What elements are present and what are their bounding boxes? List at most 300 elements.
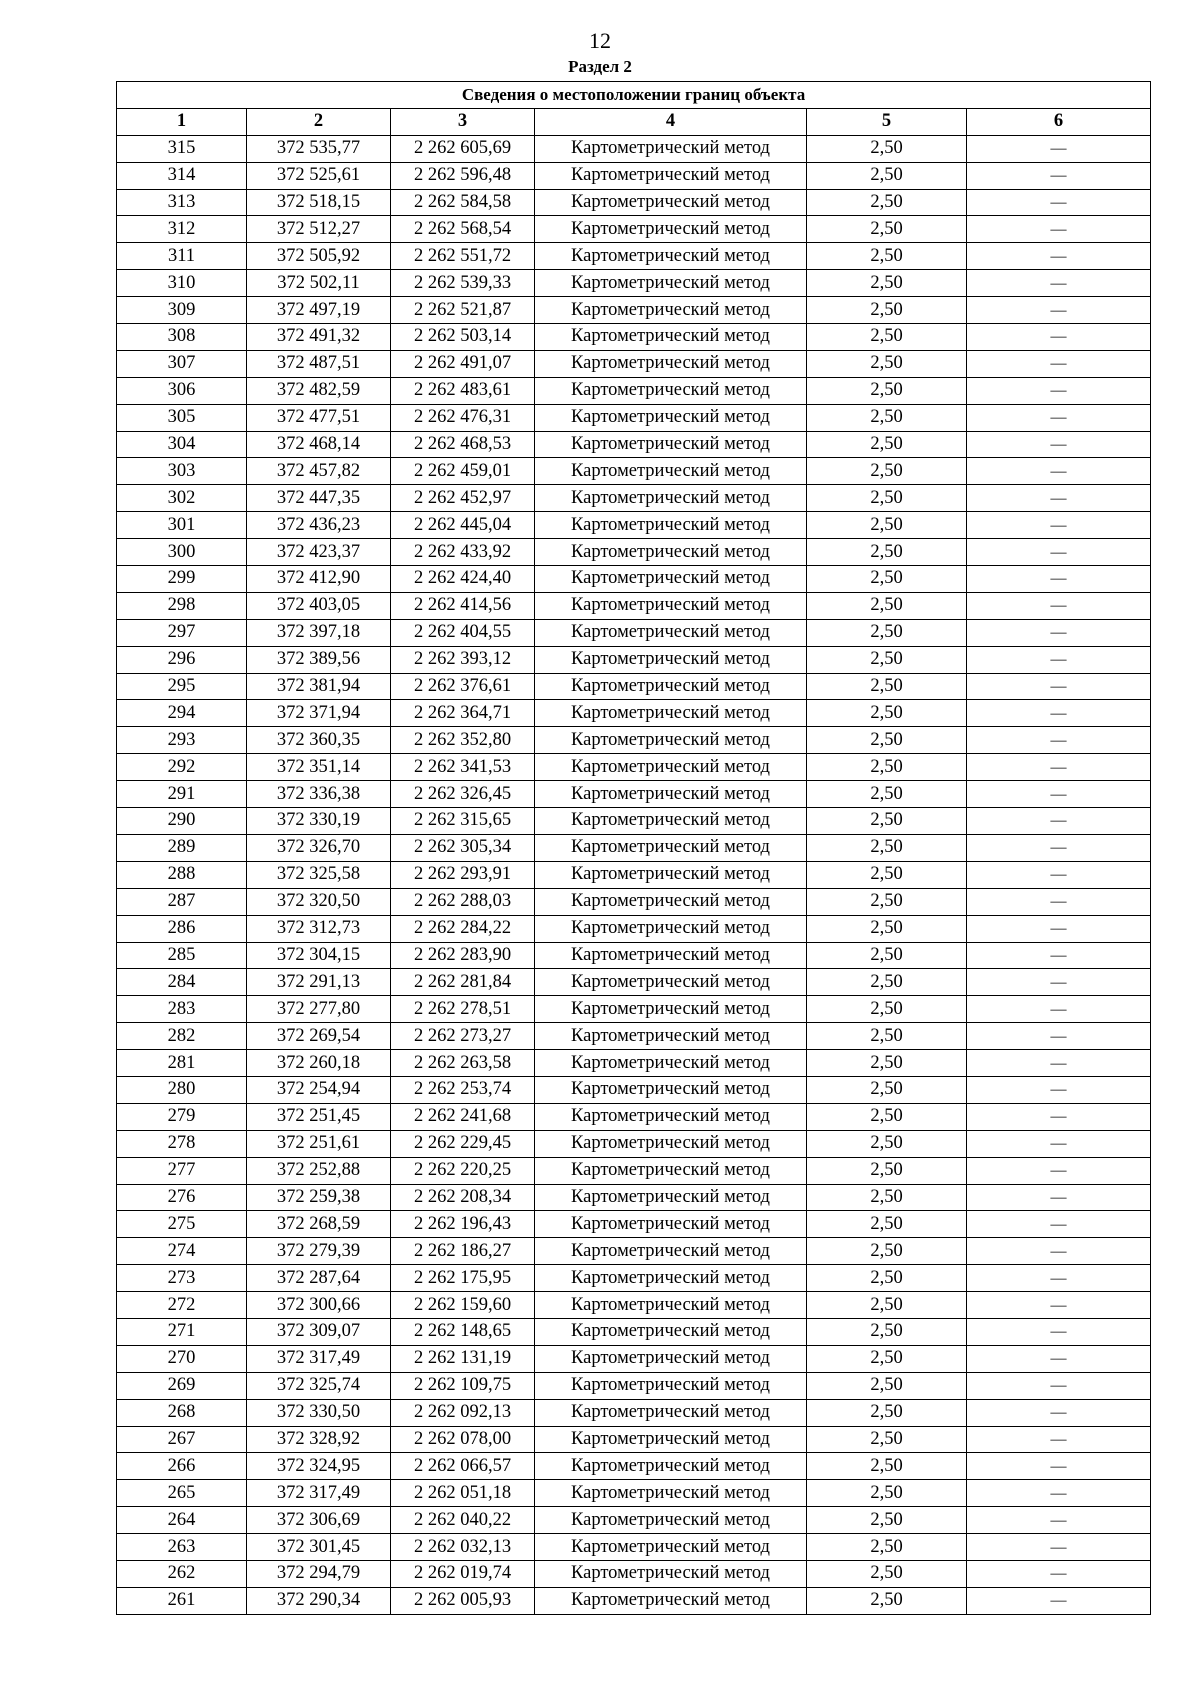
x-coordinate-cell: 372 325,74 bbox=[247, 1372, 391, 1399]
method-cell: Картометрический метод bbox=[535, 1050, 807, 1077]
accuracy-cell: 2,50 bbox=[807, 1076, 967, 1103]
method-cell: Картометрический метод bbox=[535, 1507, 807, 1534]
description-cell: — bbox=[967, 942, 1151, 969]
point-number-cell: 292 bbox=[117, 754, 247, 781]
x-coordinate-cell: 372 482,59 bbox=[247, 377, 391, 404]
point-number-cell: 271 bbox=[117, 1318, 247, 1345]
description-cell: — bbox=[967, 1372, 1151, 1399]
method-cell: Картометрический метод bbox=[535, 1184, 807, 1211]
x-coordinate-cell: 372 320,50 bbox=[247, 888, 391, 915]
y-coordinate-cell: 2 262 148,65 bbox=[391, 1318, 535, 1345]
description-cell: — bbox=[967, 324, 1151, 351]
table-row bbox=[117, 1587, 1151, 1614]
description-cell: — bbox=[967, 404, 1151, 431]
accuracy-cell: 2,50 bbox=[807, 834, 967, 861]
description-cell: — bbox=[967, 1103, 1151, 1130]
y-coordinate-cell: 2 262 393,12 bbox=[391, 646, 535, 673]
column-number-4: 4 bbox=[535, 108, 807, 135]
description-cell: — bbox=[967, 1292, 1151, 1319]
accuracy-cell: 2,50 bbox=[807, 996, 967, 1023]
x-coordinate-cell: 372 317,49 bbox=[247, 1345, 391, 1372]
y-coordinate-cell: 2 262 175,95 bbox=[391, 1265, 535, 1292]
table-row bbox=[117, 566, 1151, 593]
column-number-2: 2 bbox=[247, 108, 391, 135]
y-coordinate-cell: 2 262 551,72 bbox=[391, 243, 535, 270]
column-number-5: 5 bbox=[807, 108, 967, 135]
y-coordinate-cell: 2 262 281,84 bbox=[391, 969, 535, 996]
x-coordinate-cell: 372 309,07 bbox=[247, 1318, 391, 1345]
x-coordinate-cell: 372 512,27 bbox=[247, 216, 391, 243]
x-coordinate-cell: 372 535,77 bbox=[247, 135, 391, 162]
method-cell: Картометрический метод bbox=[535, 1292, 807, 1319]
description-cell: — bbox=[967, 1534, 1151, 1561]
description-cell: — bbox=[967, 566, 1151, 593]
point-number-cell: 268 bbox=[117, 1399, 247, 1426]
y-coordinate-cell: 2 262 452,97 bbox=[391, 485, 535, 512]
point-number-cell: 308 bbox=[117, 324, 247, 351]
y-coordinate-cell: 2 262 283,90 bbox=[391, 942, 535, 969]
method-cell: Картометрический метод bbox=[535, 727, 807, 754]
table-row bbox=[117, 404, 1151, 431]
method-cell: Картометрический метод bbox=[535, 700, 807, 727]
x-coordinate-cell: 372 468,14 bbox=[247, 431, 391, 458]
table-row bbox=[117, 1292, 1151, 1319]
x-coordinate-cell: 372 457,82 bbox=[247, 458, 391, 485]
accuracy-cell: 2,50 bbox=[807, 619, 967, 646]
table-row bbox=[117, 162, 1151, 189]
method-cell: Картометрический метод bbox=[535, 1534, 807, 1561]
table-row bbox=[117, 1050, 1151, 1077]
x-coordinate-cell: 372 290,34 bbox=[247, 1587, 391, 1614]
accuracy-cell: 2,50 bbox=[807, 754, 967, 781]
x-coordinate-cell: 372 287,64 bbox=[247, 1265, 391, 1292]
table-row bbox=[117, 431, 1151, 458]
point-number-cell: 288 bbox=[117, 861, 247, 888]
y-coordinate-cell: 2 262 032,13 bbox=[391, 1534, 535, 1561]
table-row bbox=[117, 270, 1151, 297]
x-coordinate-cell: 372 403,05 bbox=[247, 592, 391, 619]
table-row bbox=[117, 646, 1151, 673]
method-cell: Картометрический метод bbox=[535, 1023, 807, 1050]
method-cell: Картометрический метод bbox=[535, 1238, 807, 1265]
accuracy-cell: 2,50 bbox=[807, 808, 967, 835]
y-coordinate-cell: 2 262 433,92 bbox=[391, 539, 535, 566]
description-cell: — bbox=[967, 1507, 1151, 1534]
y-coordinate-cell: 2 262 263,58 bbox=[391, 1050, 535, 1077]
table-row bbox=[117, 969, 1151, 996]
accuracy-cell: 2,50 bbox=[807, 1103, 967, 1130]
description-cell: — bbox=[967, 539, 1151, 566]
accuracy-cell: 2,50 bbox=[807, 861, 967, 888]
table-row bbox=[117, 1076, 1151, 1103]
point-number-cell: 304 bbox=[117, 431, 247, 458]
accuracy-cell: 2,50 bbox=[807, 1238, 967, 1265]
accuracy-cell: 2,50 bbox=[807, 646, 967, 673]
table-row bbox=[117, 350, 1151, 377]
description-cell: — bbox=[967, 1157, 1151, 1184]
accuracy-cell: 2,50 bbox=[807, 1130, 967, 1157]
method-cell: Картометрический метод bbox=[535, 861, 807, 888]
description-cell: — bbox=[967, 1587, 1151, 1614]
description-cell: — bbox=[967, 673, 1151, 700]
table-row bbox=[117, 1345, 1151, 1372]
point-number-cell: 310 bbox=[117, 270, 247, 297]
accuracy-cell: 2,50 bbox=[807, 1023, 967, 1050]
description-cell: — bbox=[967, 458, 1151, 485]
table-row bbox=[117, 1426, 1151, 1453]
description-cell: — bbox=[967, 754, 1151, 781]
point-number-cell: 281 bbox=[117, 1050, 247, 1077]
point-number-cell: 296 bbox=[117, 646, 247, 673]
y-coordinate-cell: 2 262 584,58 bbox=[391, 189, 535, 216]
table-row bbox=[117, 189, 1151, 216]
table-row bbox=[117, 727, 1151, 754]
accuracy-cell: 2,50 bbox=[807, 485, 967, 512]
x-coordinate-cell: 372 312,73 bbox=[247, 915, 391, 942]
description-cell: — bbox=[967, 431, 1151, 458]
point-number-cell: 298 bbox=[117, 592, 247, 619]
point-number-cell: 262 bbox=[117, 1560, 247, 1587]
method-cell: Картометрический метод bbox=[535, 162, 807, 189]
method-cell: Картометрический метод bbox=[535, 1587, 807, 1614]
accuracy-cell: 2,50 bbox=[807, 1372, 967, 1399]
description-cell: — bbox=[967, 1050, 1151, 1077]
boundary-coordinates-table bbox=[116, 81, 1151, 1615]
method-cell: Картометрический метод bbox=[535, 539, 807, 566]
point-number-cell: 312 bbox=[117, 216, 247, 243]
point-number-cell: 286 bbox=[117, 915, 247, 942]
point-number-cell: 275 bbox=[117, 1211, 247, 1238]
accuracy-cell: 2,50 bbox=[807, 1587, 967, 1614]
accuracy-cell: 2,50 bbox=[807, 969, 967, 996]
description-cell: — bbox=[967, 1318, 1151, 1345]
accuracy-cell: 2,50 bbox=[807, 1345, 967, 1372]
x-coordinate-cell: 372 251,61 bbox=[247, 1130, 391, 1157]
description-cell: — bbox=[967, 297, 1151, 324]
y-coordinate-cell: 2 262 503,14 bbox=[391, 324, 535, 351]
method-cell: Картометрический метод bbox=[535, 377, 807, 404]
table-row bbox=[117, 512, 1151, 539]
point-number-cell: 272 bbox=[117, 1292, 247, 1319]
x-coordinate-cell: 372 371,94 bbox=[247, 700, 391, 727]
y-coordinate-cell: 2 262 220,25 bbox=[391, 1157, 535, 1184]
point-number-cell: 303 bbox=[117, 458, 247, 485]
description-cell: — bbox=[967, 1480, 1151, 1507]
method-cell: Картометрический метод bbox=[535, 1453, 807, 1480]
method-cell: Картометрический метод bbox=[535, 1130, 807, 1157]
accuracy-cell: 2,50 bbox=[807, 297, 967, 324]
accuracy-cell: 2,50 bbox=[807, 216, 967, 243]
accuracy-cell: 2,50 bbox=[807, 781, 967, 808]
point-number-cell: 297 bbox=[117, 619, 247, 646]
accuracy-cell: 2,50 bbox=[807, 1184, 967, 1211]
point-number-cell: 270 bbox=[117, 1345, 247, 1372]
accuracy-cell: 2,50 bbox=[807, 1157, 967, 1184]
accuracy-cell: 2,50 bbox=[807, 324, 967, 351]
y-coordinate-cell: 2 262 051,18 bbox=[391, 1480, 535, 1507]
accuracy-cell: 2,50 bbox=[807, 1399, 967, 1426]
method-cell: Картометрический метод bbox=[535, 834, 807, 861]
point-number-cell: 306 bbox=[117, 377, 247, 404]
point-number-cell: 273 bbox=[117, 1265, 247, 1292]
accuracy-cell: 2,50 bbox=[807, 1265, 967, 1292]
x-coordinate-cell: 372 436,23 bbox=[247, 512, 391, 539]
table-row bbox=[117, 1265, 1151, 1292]
description-cell: — bbox=[967, 1238, 1151, 1265]
y-coordinate-cell: 2 262 424,40 bbox=[391, 566, 535, 593]
table-row bbox=[117, 888, 1151, 915]
accuracy-cell: 2,50 bbox=[807, 1426, 967, 1453]
table-row bbox=[117, 1211, 1151, 1238]
description-cell: — bbox=[967, 727, 1151, 754]
y-coordinate-cell: 2 262 040,22 bbox=[391, 1507, 535, 1534]
y-coordinate-cell: 2 262 539,33 bbox=[391, 270, 535, 297]
y-coordinate-cell: 2 262 208,34 bbox=[391, 1184, 535, 1211]
table-row bbox=[117, 592, 1151, 619]
x-coordinate-cell: 372 301,45 bbox=[247, 1534, 391, 1561]
x-coordinate-cell: 372 505,92 bbox=[247, 243, 391, 270]
y-coordinate-cell: 2 262 341,53 bbox=[391, 754, 535, 781]
accuracy-cell: 2,50 bbox=[807, 1453, 967, 1480]
x-coordinate-cell: 372 497,19 bbox=[247, 297, 391, 324]
method-cell: Картометрический метод bbox=[535, 1103, 807, 1130]
table-row bbox=[117, 834, 1151, 861]
description-cell: — bbox=[967, 1453, 1151, 1480]
point-number-cell: 305 bbox=[117, 404, 247, 431]
method-cell: Картометрический метод bbox=[535, 1157, 807, 1184]
x-coordinate-cell: 372 254,94 bbox=[247, 1076, 391, 1103]
description-cell: — bbox=[967, 592, 1151, 619]
description-cell: — bbox=[967, 1265, 1151, 1292]
point-number-cell: 277 bbox=[117, 1157, 247, 1184]
table-row bbox=[117, 861, 1151, 888]
table-body bbox=[117, 135, 1151, 1614]
accuracy-cell: 2,50 bbox=[807, 727, 967, 754]
point-number-cell: 314 bbox=[117, 162, 247, 189]
y-coordinate-cell: 2 262 315,65 bbox=[391, 808, 535, 835]
table-row bbox=[117, 1453, 1151, 1480]
point-number-cell: 301 bbox=[117, 512, 247, 539]
x-coordinate-cell: 372 279,39 bbox=[247, 1238, 391, 1265]
point-number-cell: 307 bbox=[117, 350, 247, 377]
method-cell: Картометрический метод bbox=[535, 350, 807, 377]
accuracy-cell: 2,50 bbox=[807, 539, 967, 566]
table-row bbox=[117, 1507, 1151, 1534]
accuracy-cell: 2,50 bbox=[807, 270, 967, 297]
table-row bbox=[117, 915, 1151, 942]
description-cell: — bbox=[967, 216, 1151, 243]
description-cell: — bbox=[967, 996, 1151, 1023]
x-coordinate-cell: 372 328,92 bbox=[247, 1426, 391, 1453]
y-coordinate-cell: 2 262 196,43 bbox=[391, 1211, 535, 1238]
accuracy-cell: 2,50 bbox=[807, 888, 967, 915]
y-coordinate-cell: 2 262 352,80 bbox=[391, 727, 535, 754]
accuracy-cell: 2,50 bbox=[807, 1318, 967, 1345]
method-cell: Картометрический метод bbox=[535, 512, 807, 539]
y-coordinate-cell: 2 262 092,13 bbox=[391, 1399, 535, 1426]
point-number-cell: 289 bbox=[117, 834, 247, 861]
y-coordinate-cell: 2 262 131,19 bbox=[391, 1345, 535, 1372]
method-cell: Картометрический метод bbox=[535, 1076, 807, 1103]
x-coordinate-cell: 372 306,69 bbox=[247, 1507, 391, 1534]
table-row bbox=[117, 324, 1151, 351]
x-coordinate-cell: 372 397,18 bbox=[247, 619, 391, 646]
description-cell: — bbox=[967, 781, 1151, 808]
accuracy-cell: 2,50 bbox=[807, 1534, 967, 1561]
y-coordinate-cell: 2 262 364,71 bbox=[391, 700, 535, 727]
table-row bbox=[117, 1534, 1151, 1561]
x-coordinate-cell: 372 251,45 bbox=[247, 1103, 391, 1130]
method-cell: Картометрический метод bbox=[535, 1480, 807, 1507]
y-coordinate-cell: 2 262 293,91 bbox=[391, 861, 535, 888]
accuracy-cell: 2,50 bbox=[807, 243, 967, 270]
description-cell: — bbox=[967, 243, 1151, 270]
method-cell: Картометрический метод bbox=[535, 888, 807, 915]
page-number: 12 bbox=[589, 28, 611, 53]
method-cell: Картометрический метод bbox=[535, 135, 807, 162]
x-coordinate-cell: 372 324,95 bbox=[247, 1453, 391, 1480]
description-cell: — bbox=[967, 350, 1151, 377]
accuracy-cell: 2,50 bbox=[807, 1507, 967, 1534]
y-coordinate-cell: 2 262 229,45 bbox=[391, 1130, 535, 1157]
description-cell: — bbox=[967, 700, 1151, 727]
y-coordinate-cell: 2 262 468,53 bbox=[391, 431, 535, 458]
y-coordinate-cell: 2 262 078,00 bbox=[391, 1426, 535, 1453]
method-cell: Картометрический метод bbox=[535, 915, 807, 942]
table-row bbox=[117, 619, 1151, 646]
point-number-cell: 278 bbox=[117, 1130, 247, 1157]
accuracy-cell: 2,50 bbox=[807, 377, 967, 404]
column-number-row bbox=[117, 108, 1151, 135]
x-coordinate-cell: 372 330,19 bbox=[247, 808, 391, 835]
accuracy-cell: 2,50 bbox=[807, 1211, 967, 1238]
y-coordinate-cell: 2 262 521,87 bbox=[391, 297, 535, 324]
table-row bbox=[117, 808, 1151, 835]
method-cell: Картометрический метод bbox=[535, 1345, 807, 1372]
x-coordinate-cell: 372 412,90 bbox=[247, 566, 391, 593]
point-number-cell: 265 bbox=[117, 1480, 247, 1507]
x-coordinate-cell: 372 260,18 bbox=[247, 1050, 391, 1077]
y-coordinate-cell: 2 262 605,69 bbox=[391, 135, 535, 162]
method-cell: Картометрический метод bbox=[535, 942, 807, 969]
table-row bbox=[117, 1157, 1151, 1184]
x-coordinate-cell: 372 330,50 bbox=[247, 1399, 391, 1426]
accuracy-cell: 2,50 bbox=[807, 404, 967, 431]
x-coordinate-cell: 372 360,35 bbox=[247, 727, 391, 754]
accuracy-cell: 2,50 bbox=[807, 1480, 967, 1507]
method-cell: Картометрический метод bbox=[535, 1426, 807, 1453]
table-row bbox=[117, 1103, 1151, 1130]
accuracy-cell: 2,50 bbox=[807, 1292, 967, 1319]
y-coordinate-cell: 2 262 288,03 bbox=[391, 888, 535, 915]
y-coordinate-cell: 2 262 404,55 bbox=[391, 619, 535, 646]
table-row bbox=[117, 754, 1151, 781]
point-number-cell: 274 bbox=[117, 1238, 247, 1265]
point-number-cell: 302 bbox=[117, 485, 247, 512]
point-number-cell: 263 bbox=[117, 1534, 247, 1561]
method-cell: Картометрический метод bbox=[535, 808, 807, 835]
table-row bbox=[117, 485, 1151, 512]
point-number-cell: 299 bbox=[117, 566, 247, 593]
column-number-1: 1 bbox=[117, 108, 247, 135]
y-coordinate-cell: 2 262 491,07 bbox=[391, 350, 535, 377]
x-coordinate-cell: 372 423,37 bbox=[247, 539, 391, 566]
point-number-cell: 282 bbox=[117, 1023, 247, 1050]
accuracy-cell: 2,50 bbox=[807, 673, 967, 700]
table-row bbox=[117, 1399, 1151, 1426]
description-cell: — bbox=[967, 888, 1151, 915]
description-cell: — bbox=[967, 969, 1151, 996]
description-cell: — bbox=[967, 135, 1151, 162]
x-coordinate-cell: 372 381,94 bbox=[247, 673, 391, 700]
x-coordinate-cell: 372 487,51 bbox=[247, 350, 391, 377]
table-row bbox=[117, 673, 1151, 700]
description-cell: — bbox=[967, 377, 1151, 404]
method-cell: Картометрический метод bbox=[535, 404, 807, 431]
table-row bbox=[117, 700, 1151, 727]
accuracy-cell: 2,50 bbox=[807, 592, 967, 619]
description-cell: — bbox=[967, 270, 1151, 297]
table-row bbox=[117, 996, 1151, 1023]
x-coordinate-cell: 372 317,49 bbox=[247, 1480, 391, 1507]
y-coordinate-cell: 2 262 376,61 bbox=[391, 673, 535, 700]
section-title: Раздел 2 bbox=[568, 57, 632, 76]
point-number-cell: 313 bbox=[117, 189, 247, 216]
method-cell: Картометрический метод bbox=[535, 458, 807, 485]
y-coordinate-cell: 2 262 476,31 bbox=[391, 404, 535, 431]
accuracy-cell: 2,50 bbox=[807, 512, 967, 539]
x-coordinate-cell: 372 351,14 bbox=[247, 754, 391, 781]
accuracy-cell: 2,50 bbox=[807, 189, 967, 216]
point-number-cell: 269 bbox=[117, 1372, 247, 1399]
accuracy-cell: 2,50 bbox=[807, 135, 967, 162]
table-row bbox=[117, 1130, 1151, 1157]
method-cell: Картометрический метод bbox=[535, 189, 807, 216]
method-cell: Картометрический метод bbox=[535, 1372, 807, 1399]
method-cell: Картометрический метод bbox=[535, 270, 807, 297]
x-coordinate-cell: 372 304,15 bbox=[247, 942, 391, 969]
point-number-cell: 294 bbox=[117, 700, 247, 727]
table-row bbox=[117, 243, 1151, 270]
description-cell: — bbox=[967, 512, 1151, 539]
x-coordinate-cell: 372 326,70 bbox=[247, 834, 391, 861]
point-number-cell: 267 bbox=[117, 1426, 247, 1453]
description-cell: — bbox=[967, 1426, 1151, 1453]
x-coordinate-cell: 372 259,38 bbox=[247, 1184, 391, 1211]
y-coordinate-cell: 2 262 445,04 bbox=[391, 512, 535, 539]
point-number-cell: 309 bbox=[117, 297, 247, 324]
y-coordinate-cell: 2 262 278,51 bbox=[391, 996, 535, 1023]
accuracy-cell: 2,50 bbox=[807, 566, 967, 593]
x-coordinate-cell: 372 336,38 bbox=[247, 781, 391, 808]
description-cell: — bbox=[967, 1560, 1151, 1587]
accuracy-cell: 2,50 bbox=[807, 1050, 967, 1077]
method-cell: Картометрический метод bbox=[535, 673, 807, 700]
x-coordinate-cell: 372 491,32 bbox=[247, 324, 391, 351]
table-header bbox=[117, 82, 1151, 136]
x-coordinate-cell: 372 447,35 bbox=[247, 485, 391, 512]
method-cell: Картометрический метод bbox=[535, 243, 807, 270]
y-coordinate-cell: 2 262 186,27 bbox=[391, 1238, 535, 1265]
y-coordinate-cell: 2 262 019,74 bbox=[391, 1560, 535, 1587]
x-coordinate-cell: 372 269,54 bbox=[247, 1023, 391, 1050]
description-cell: — bbox=[967, 189, 1151, 216]
point-number-cell: 311 bbox=[117, 243, 247, 270]
method-cell: Картометрический метод bbox=[535, 592, 807, 619]
description-cell: — bbox=[967, 646, 1151, 673]
y-coordinate-cell: 2 262 459,01 bbox=[391, 458, 535, 485]
description-cell: — bbox=[967, 1130, 1151, 1157]
